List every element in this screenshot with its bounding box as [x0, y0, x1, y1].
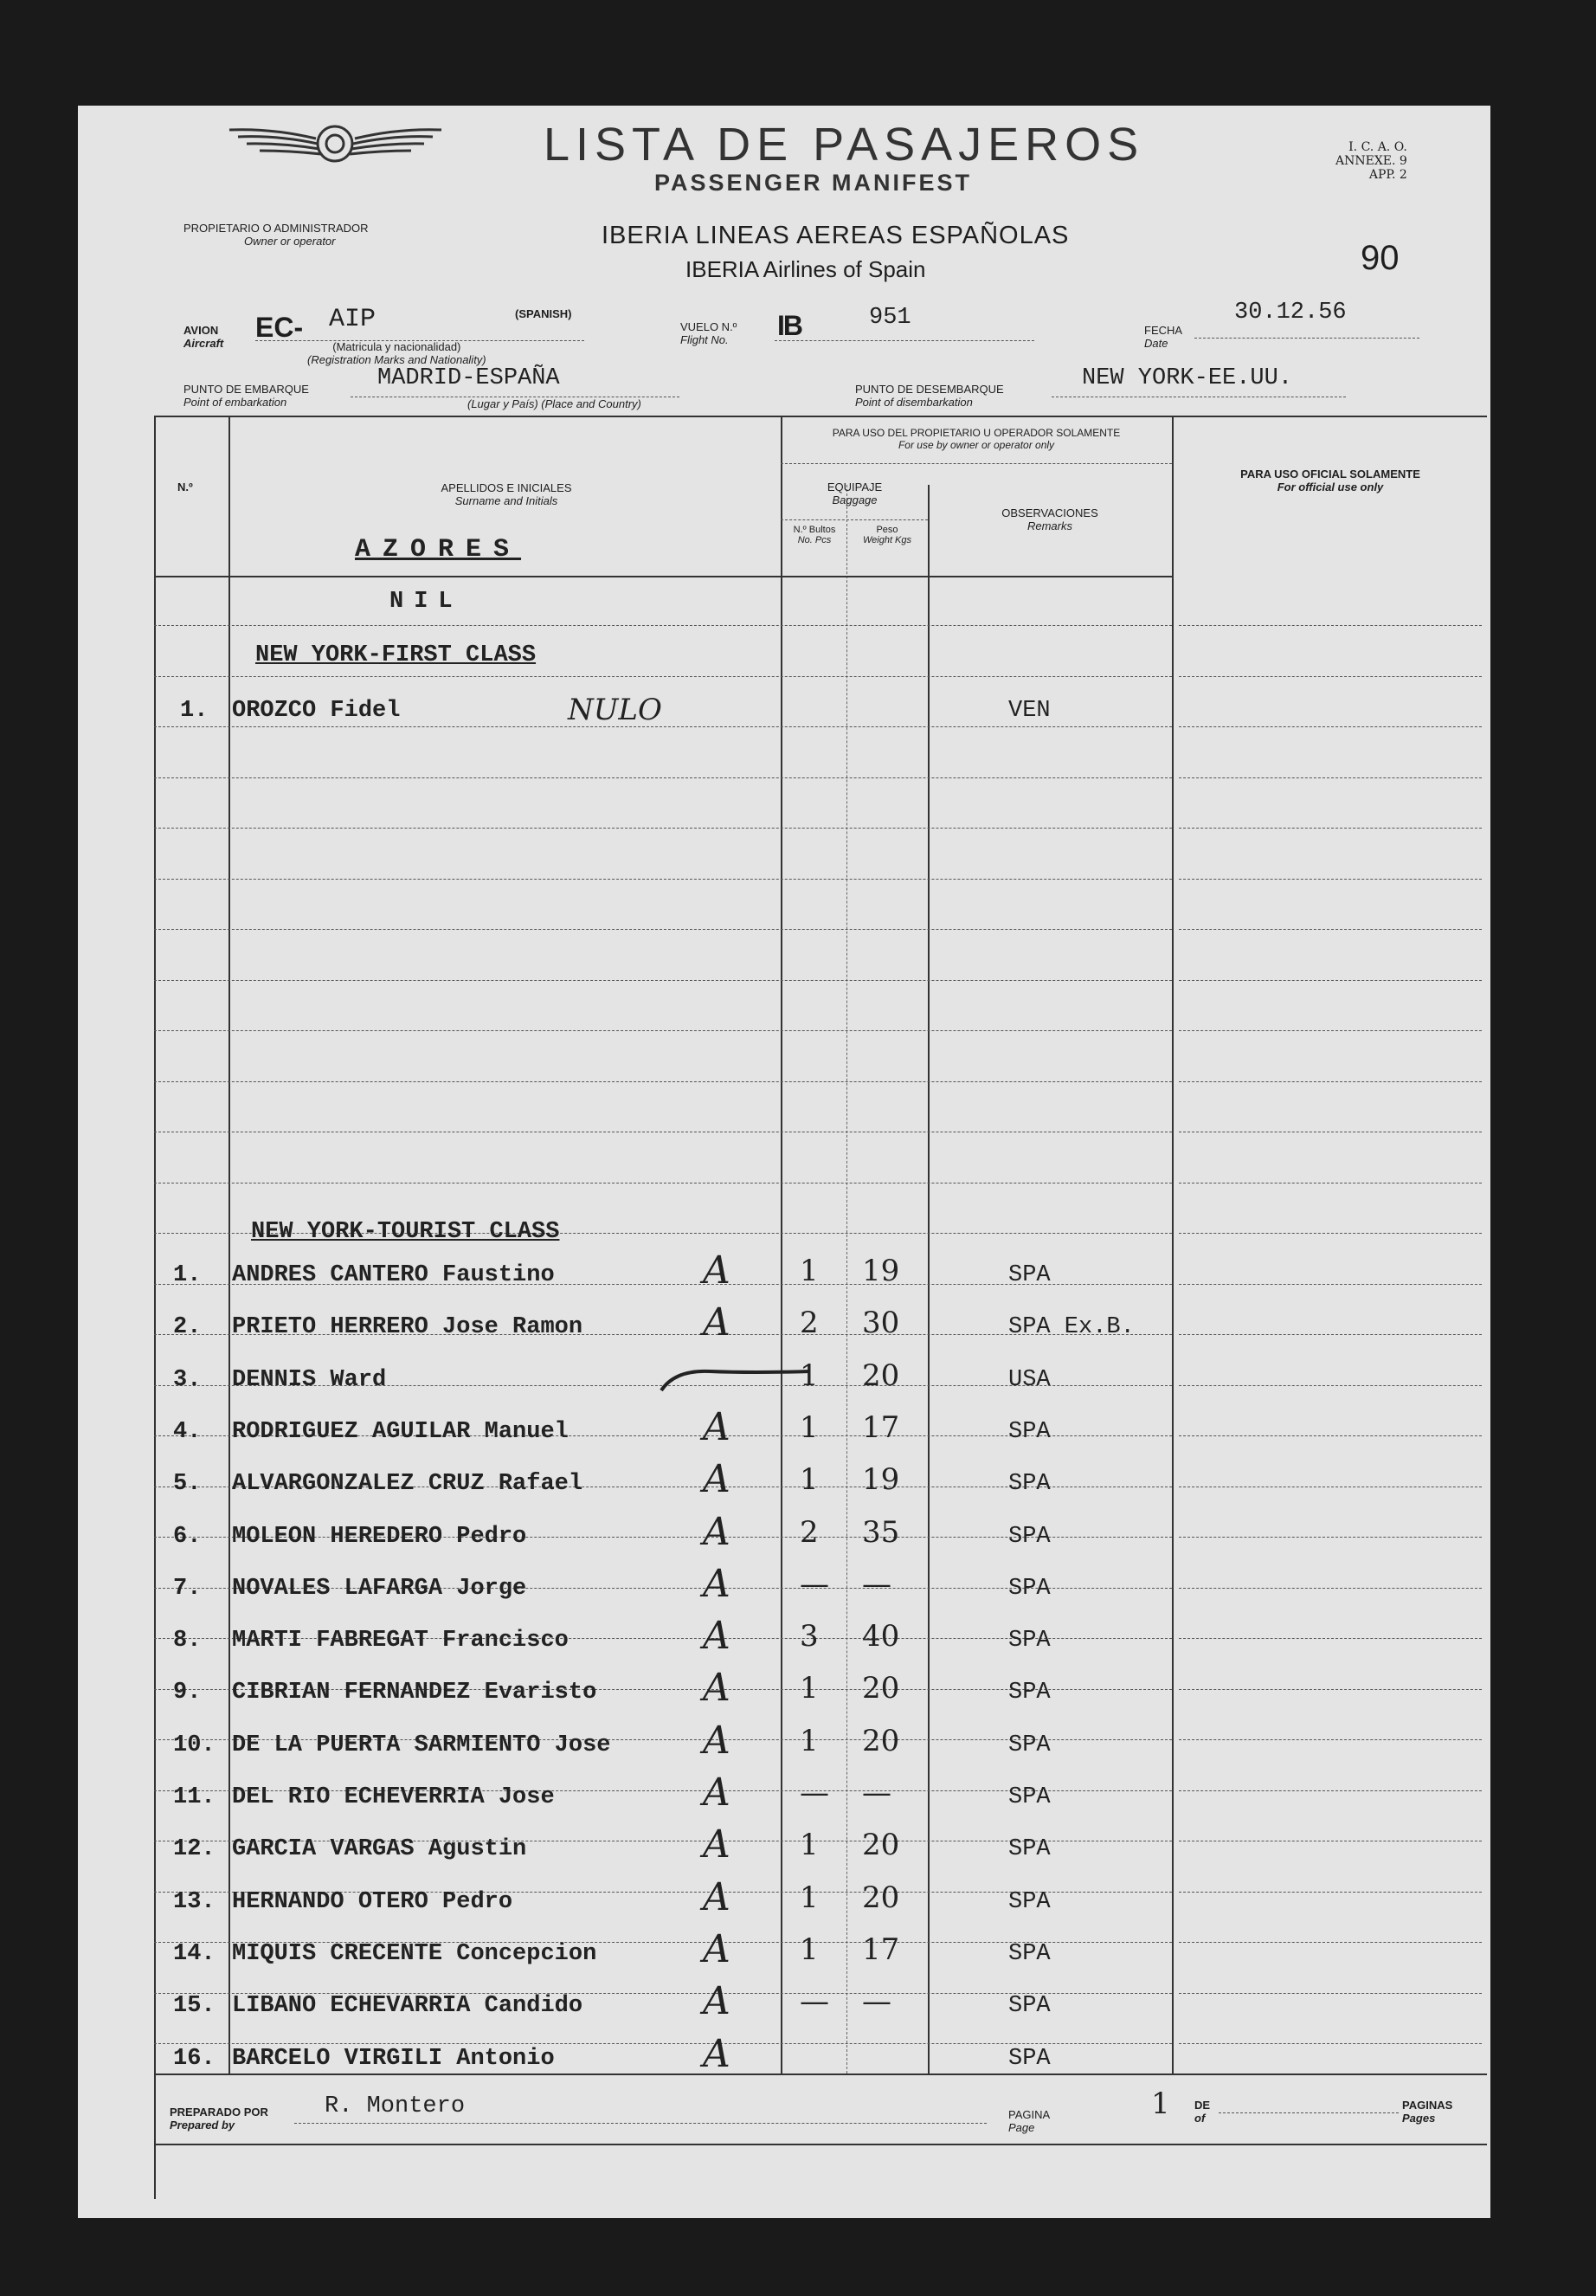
official-row-line	[1179, 625, 1482, 626]
official-row-line	[1179, 1790, 1482, 1791]
cell-name: ANDRES CANTERO Faustino	[232, 1262, 555, 1288]
official-row-line	[1179, 1892, 1482, 1893]
column-header-names	[364, 481, 649, 507]
strike-mark	[658, 1361, 814, 1396]
header-bottom	[154, 576, 1172, 577]
aircraft-registration: AIP	[329, 305, 376, 334]
table-top-border	[154, 416, 1487, 417]
weight-es: Peso	[876, 525, 898, 535]
cell-pieces: 1	[800, 1724, 819, 1758]
aircraft-label	[183, 324, 223, 350]
cell-remark: SPA	[1008, 1784, 1051, 1810]
cell-name: MIQUIS CRECENTE Concepcion	[232, 1941, 597, 1967]
embark-note: (Lugar y País) (Place and Country)	[467, 397, 641, 410]
official-es: PARA USO OFICIAL SOLAMENTE	[1240, 468, 1420, 480]
first-class-heading: NEW YORK-FIRST CLASS	[255, 642, 537, 668]
cell-name: LIBANO ECHEVARRIA Candido	[232, 1993, 583, 2019]
of-underline	[1219, 2112, 1399, 2113]
official-row-line	[1179, 929, 1482, 930]
column-header-weight	[848, 525, 926, 545]
official-row-line	[1179, 1385, 1482, 1386]
aircraft-prefix: EC-	[255, 312, 304, 343]
flight-label	[680, 320, 737, 346]
cell-mark: A	[703, 1927, 730, 1971]
first-class-mark: NULO	[568, 693, 662, 727]
column-divider	[781, 416, 782, 2073]
remarks-es: OBSERVACIONES	[1001, 506, 1098, 519]
row-line	[154, 828, 1172, 829]
column-header-remarks	[930, 506, 1169, 532]
prepared-underline	[294, 2123, 987, 2124]
page-label	[1008, 2108, 1050, 2134]
cell-num: 7.	[173, 1576, 202, 1602]
column-divider	[228, 416, 230, 2073]
prepared-value: R. Montero	[325, 2093, 466, 2119]
cell-remark: SPA	[1008, 2046, 1051, 2072]
cell-weight: 19	[862, 1462, 900, 1497]
footer-rule	[154, 2144, 1487, 2145]
aircraft-note-es: (Matricula y nacionalidad)	[332, 340, 461, 353]
cell-weight: 20	[862, 1358, 900, 1393]
baggage-es: EQUIPAJE	[827, 480, 883, 493]
baggage-en: Baggage	[832, 493, 878, 506]
aircraft-label-es: AVION	[183, 324, 219, 337]
first-class-num: 1.	[180, 698, 209, 724]
official-row-line	[1179, 1030, 1482, 1031]
prepared-en: Prepared by	[170, 2119, 235, 2132]
official-row-line	[1179, 1638, 1482, 1639]
official-row-line	[1179, 980, 1482, 981]
cell-pieces: —	[800, 1984, 829, 2019]
cell-mark: A	[703, 1979, 730, 2023]
disembark-label	[855, 383, 1004, 409]
tourist-class-heading: NEW YORK-TOURIST CLASS	[251, 1219, 560, 1245]
cell-pieces: 1	[800, 1254, 819, 1288]
cell-weight: 20	[862, 1671, 900, 1706]
official-row-line	[1179, 828, 1482, 829]
row-line	[154, 676, 1172, 677]
cell-pieces: 1	[800, 1410, 819, 1445]
owner-label	[183, 222, 369, 248]
cell-num: 8.	[173, 1628, 202, 1654]
official-row-line	[1179, 1739, 1482, 1740]
icao-line: APP. 2	[1368, 168, 1407, 182]
cell-weight: 20	[862, 1880, 900, 1915]
column-divider	[154, 416, 156, 2199]
official-row-line	[1179, 676, 1482, 677]
row-line	[154, 1081, 1172, 1082]
cell-pieces: 1	[800, 1671, 819, 1706]
aircraft-nationality: (SPANISH)	[515, 307, 572, 320]
page-label-en: Page	[1008, 2121, 1035, 2134]
cell-num: 10.	[173, 1732, 216, 1758]
cell-weight: 19	[862, 1254, 900, 1288]
cell-remark: SPA	[1008, 1889, 1051, 1915]
iberia-wings-logo-icon	[221, 119, 450, 164]
cell-num: 6.	[173, 1524, 202, 1550]
aircraft-note	[307, 340, 486, 366]
cell-weight: 17	[862, 1932, 900, 1967]
weight-en: Weight Kgs	[862, 535, 912, 545]
cell-num: 4.	[173, 1419, 202, 1445]
flight-number: 951	[869, 305, 911, 331]
cell-remark: SPA	[1008, 1993, 1051, 2019]
cell-name: CIBRIAN FERNANDEZ Evaristo	[232, 1680, 597, 1706]
first-class-name: OROZCO Fidel	[232, 698, 401, 724]
aircraft-label-en: Aircraft	[183, 337, 224, 350]
cell-remark: SPA	[1008, 1628, 1051, 1654]
page-title: LISTA DE PASAJEROS	[544, 119, 1145, 171]
pages-label	[1402, 2099, 1452, 2125]
column-header-owner-use	[786, 427, 1167, 451]
official-row-line	[1179, 1334, 1482, 1335]
official-row-line	[1179, 2043, 1482, 2044]
cell-pieces: 2	[800, 1515, 819, 1550]
cell-remark: SPA	[1008, 1836, 1051, 1862]
cell-num: 12.	[173, 1836, 216, 1862]
cell-num: 15.	[173, 1993, 216, 2019]
owner-label-en: Owner or operator	[244, 235, 336, 248]
owner-label-es: PROPIETARIO O ADMINISTRADOR	[183, 222, 369, 235]
cell-name: DE LA PUERTA SARMIENTO Jose	[232, 1732, 611, 1758]
cell-remark: SPA Ex.B.	[1008, 1314, 1135, 1340]
cell-mark: A	[703, 1510, 730, 1554]
date-label-es: FECHA	[1144, 324, 1183, 337]
cell-mark: A	[703, 1719, 730, 1763]
cell-name: DEL RIO ECHEVERRIA Jose	[232, 1784, 555, 1810]
official-row-line	[1179, 777, 1482, 778]
column-header-baggage	[783, 480, 926, 506]
cell-weight: 17	[862, 1410, 900, 1445]
cell-pieces: 1	[800, 1932, 819, 1967]
pages-es: PAGINAS	[1402, 2099, 1453, 2112]
flight-label-en: Flight No.	[680, 333, 729, 346]
of-es: DE	[1194, 2099, 1211, 2112]
official-row-line	[1179, 1233, 1482, 1234]
cell-mark: A	[703, 1562, 730, 1606]
row-line	[154, 625, 1172, 626]
cell-pieces: 1	[800, 1828, 819, 1862]
pieces-es: N.º Bultos	[793, 525, 836, 535]
pieces-en: No. Pcs	[797, 535, 832, 545]
embark-value: MADRID-ESPAÑA	[377, 365, 560, 391]
cell-remark: SPA	[1008, 1419, 1051, 1445]
cell-mark: A	[703, 1666, 730, 1710]
cell-weight: 35	[862, 1515, 900, 1550]
cell-mark: A	[703, 2032, 730, 2076]
cell-mark: A	[703, 1248, 730, 1293]
cell-name: ALVARGONZALEZ CRUZ Rafael	[232, 1471, 583, 1497]
of-label	[1194, 2099, 1210, 2125]
cell-num: 13.	[173, 1889, 216, 1915]
cell-mark: A	[703, 1457, 730, 1501]
cell-remark: SPA	[1008, 1941, 1051, 1967]
cell-mark: A	[703, 1300, 730, 1345]
cell-mark: A	[703, 1875, 730, 1919]
cell-num: 1.	[173, 1262, 202, 1288]
column-header-pieces	[782, 525, 846, 545]
column-divider	[928, 485, 930, 2073]
page-value: 1	[1151, 2086, 1170, 2121]
cell-remark: SPA	[1008, 1471, 1051, 1497]
embark-label	[183, 383, 309, 409]
owner-use-en: For use by owner or operator only	[898, 439, 1055, 451]
cell-weight: 20	[862, 1724, 900, 1758]
names-es: APELLIDOS E INICIALES	[441, 481, 572, 494]
cell-remark: USA	[1008, 1367, 1051, 1393]
cell-remark: SPA	[1008, 1680, 1051, 1706]
official-row-line	[1179, 1081, 1482, 1082]
official-row-line	[1179, 1942, 1482, 1943]
row-line	[154, 879, 1172, 880]
cell-name: HERNANDO OTERO Pedro	[232, 1889, 513, 1915]
cell-pieces: 1	[800, 1880, 819, 1915]
table-bottom-border	[154, 2073, 1487, 2075]
cell-num: 9.	[173, 1680, 202, 1706]
official-row-line	[1179, 1689, 1482, 1690]
prepared-es: PREPARADO POR	[170, 2106, 268, 2119]
row-line	[154, 777, 1172, 778]
official-row-line	[1179, 879, 1482, 880]
cell-pieces: 1	[800, 1462, 819, 1497]
cell-name: MOLEON HEREDERO Pedro	[232, 1524, 527, 1550]
cell-pieces: —	[800, 1567, 829, 1602]
cell-num: 14.	[173, 1941, 216, 1967]
column-header-official	[1179, 468, 1482, 493]
official-row-line	[1179, 1284, 1482, 1285]
first-class-remark: VEN	[1008, 698, 1051, 724]
column-header-number: N.º	[177, 480, 193, 493]
nil-heading: NIL	[389, 589, 463, 615]
column-divider	[1172, 416, 1174, 2073]
date-label	[1144, 324, 1182, 350]
cell-name: GARCIA VARGAS Agustin	[232, 1836, 527, 1862]
cell-num: 5.	[173, 1471, 202, 1497]
date-value: 30.12.56	[1234, 300, 1347, 326]
row-line	[154, 1030, 1172, 1031]
remarks-en: Remarks	[1026, 519, 1072, 532]
official-row-line	[1179, 1588, 1482, 1589]
cell-num: 3.	[173, 1367, 202, 1393]
cell-pieces: 1	[800, 1358, 819, 1393]
prepared-label	[170, 2106, 268, 2132]
page-number: 90	[1361, 239, 1400, 277]
cell-name: BARCELO VIRGILI Antonio	[232, 2046, 555, 2072]
cell-remark: SPA	[1008, 1524, 1051, 1550]
owner-use-es: PARA USO DEL PROPIETARIO U OPERADOR SOLAMENTE	[832, 427, 1121, 439]
icao-reference	[1335, 140, 1407, 182]
embark-label-en: Point of embarkation	[183, 396, 287, 409]
cell-weight: 30	[862, 1306, 900, 1340]
cell-num: 16.	[173, 2046, 216, 2072]
pages-en: Pages	[1402, 2112, 1436, 2125]
disembark-value: NEW YORK-EE.UU.	[1082, 365, 1293, 391]
of-en: of	[1194, 2112, 1206, 2125]
official-row-line	[1179, 1993, 1482, 1994]
cell-remark: SPA	[1008, 1576, 1051, 1602]
cell-weight: —	[862, 1567, 891, 1602]
cell-mark: A	[703, 1822, 730, 1867]
cell-name: RODRIGUEZ AGUILAR Manuel	[232, 1419, 569, 1445]
cell-weight: —	[862, 1776, 891, 1810]
cell-name: PRIETO HERRERO Jose Ramon	[232, 1314, 583, 1340]
flight-label-es: VUELO N.º	[680, 320, 737, 333]
cell-num: 2.	[173, 1314, 202, 1340]
cell-name: NOVALES LAFARGA Jorge	[232, 1576, 527, 1602]
embark-label-es: PUNTO DE EMBARQUE	[183, 383, 309, 396]
aircraft-note-en: (Registration Marks and Nationality)	[307, 353, 486, 366]
row-line	[154, 980, 1172, 981]
cell-remark: SPA	[1008, 1262, 1051, 1288]
cell-weight: 20	[862, 1828, 900, 1862]
cell-num: 11.	[173, 1784, 216, 1810]
owner-value: IBERIA LINEAS AEREAS ESPAÑOLAS	[602, 222, 1070, 249]
page-label-es: PAGINA	[1008, 2108, 1051, 2121]
cell-name: MARTI FABREGAT Francisco	[232, 1628, 569, 1654]
cell-mark: A	[703, 1405, 730, 1449]
cell-remark: SPA	[1008, 1732, 1051, 1758]
flight-underline	[775, 340, 1034, 341]
names-en: Surname and Initials	[454, 494, 558, 507]
official-en: For official use only	[1277, 480, 1384, 493]
icao-line: ANNEXE. 9	[1335, 154, 1407, 168]
cell-pieces: 2	[800, 1306, 819, 1340]
cell-mark: A	[703, 1614, 730, 1658]
disembark-label-es: PUNTO DE DESEMBARQUE	[855, 383, 1004, 396]
cell-weight: —	[862, 1984, 891, 2019]
cell-mark: A	[703, 1770, 730, 1815]
cell-pieces: 3	[800, 1619, 819, 1654]
row-line	[154, 726, 1172, 727]
official-row-line	[1179, 1435, 1482, 1436]
page-subtitle: PASSENGER MANIFEST	[654, 170, 973, 196]
row-line	[154, 2043, 1172, 2044]
cell-name: DENNIS Ward	[232, 1367, 387, 1393]
header-divider	[781, 463, 1172, 464]
owner-value-en: IBERIA Airlines of Spain	[685, 256, 926, 282]
route-heading: AZORES	[355, 535, 522, 564]
flight-prefix: IB	[777, 310, 801, 341]
row-line	[154, 929, 1172, 930]
official-row-line	[1179, 1537, 1482, 1538]
icao-line: I. C. A. O.	[1348, 140, 1407, 154]
cell-weight: 40	[862, 1619, 900, 1654]
date-underline	[1194, 338, 1419, 339]
disembark-label-en: Point of disembarkation	[855, 396, 973, 409]
header-divider	[781, 519, 928, 520]
date-label-en: Date	[1144, 337, 1168, 350]
official-row-line	[1179, 726, 1482, 727]
cell-pieces: —	[800, 1776, 829, 1810]
column-divider	[846, 485, 847, 2073]
